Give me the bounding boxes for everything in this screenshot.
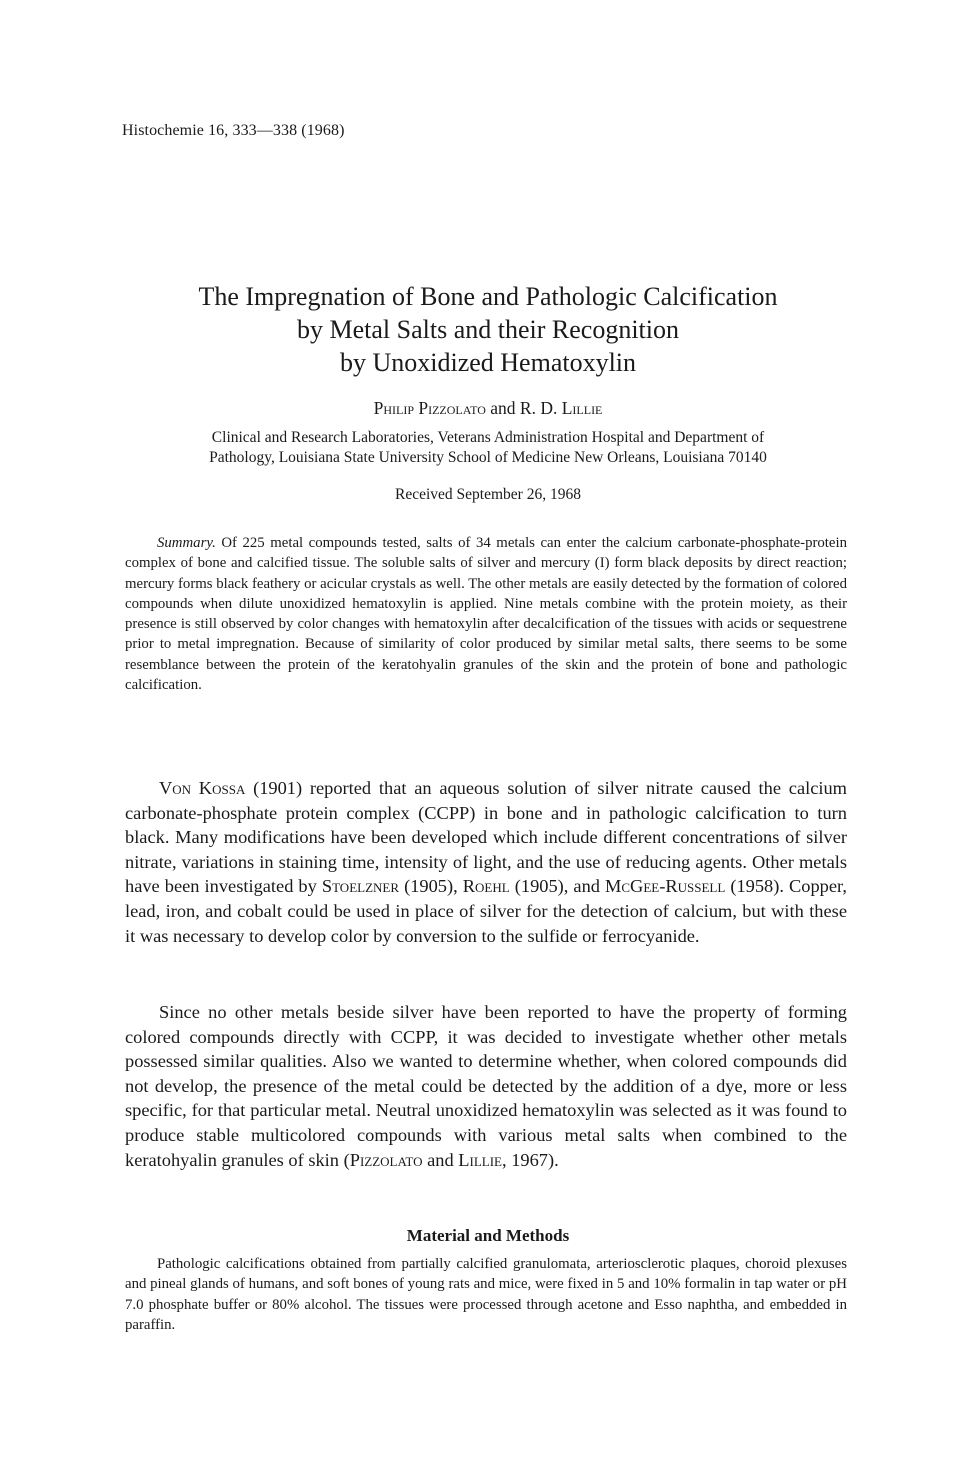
affiliation-line-1: Clinical and Research Laboratories, Veterans Administration Hospital and Department of	[211, 429, 765, 446]
title-line-3: by Unoxidized Hematoxylin	[339, 348, 637, 377]
cited-author: Roehl	[462, 876, 510, 897]
summary-label: Summary.	[157, 535, 216, 551]
paragraph-text: , 1967).	[502, 1149, 559, 1170]
body-paragraph	[125, 776, 847, 948]
cited-author: Von Kossa	[159, 778, 246, 798]
summary-text: Of 225 metal compounds tested, salts of 34 metals can enter the calcium carbonate-phosphate-protein complex of bone and calcified tissue. The soluble salts of silver and mercury (I) form black deposits by direct reaction; mercury forms black feathery or acicular crystals as well. The other metals are easily detected by the formation of colored compounds when dilute unoxidized hematoxylin is applied. Nine metals combine with the protein moiety, as their presence is still observed by color changes with hematoxylin after decalcification of the tissues with acids or sequestrene prior to metal impregnation. Because of similarity of color produced by similar metal salts, there seems to be some resemblance between the protein of the keratohyalin granules of the skin and the protein of bone and pathologic calcification.	[125, 535, 848, 694]
paragraph-text: (1905),	[399, 876, 463, 897]
cited-author: McGee-Russell	[605, 876, 726, 897]
section-heading: Material and Methods	[406, 1226, 570, 1245]
journal-reference: Histochemie 16, 333—338 (1968)	[122, 122, 345, 139]
paragraph-text: (1905), and	[509, 876, 606, 897]
cited-author: Lillie	[458, 1149, 502, 1170]
paragraph-text: (1901) reported that an aqueous solution of silver nitrate caused the calcium carbonate-phosphate protein complex (CCPP) in bone and in pathologic calcification to turn black. Many modifications have been developed which include different concentrations of silver nitrate, variations in staining time, intensity of light, and the use of reducing agents. Other metals have been investigated by	[125, 778, 847, 897]
author-name: Philip Pizzolato	[373, 398, 486, 418]
summary-abstract	[125, 533, 847, 695]
cited-author: Stoelzner	[321, 876, 400, 897]
article-title	[100, 280, 876, 379]
paragraph-text: Since no other metals beside silver have been reported to have the property of forming colored compounds directly with CCPP, it was decided to investigate whether other metals possessed similar qualities. Also we wanted to determine whether, when colored compounds did not develop, the presence of the metal could be detected by the addition of a dye, more or less specific, for that particular metal. Neutral unoxidized hematoxylin was selected as it was found to produce stable multicolored compounds with various metal salts when combined to the keratohyalin granules of skin (	[125, 1002, 847, 1170]
author-list	[100, 398, 876, 419]
author-affiliation	[120, 428, 856, 468]
title-line-2: by Metal Salts and their Recognition	[297, 315, 679, 344]
author-conjunction: and	[485, 398, 520, 418]
paragraph-text: (1958). Copper, lead, iron, and cobalt could be used in place of silver for the detection of calcium, but with these it was necessary to develop color by conversion to the sulfide or ferrocyanide.	[125, 876, 848, 946]
methods-paragraph: Pathologic calcifications obtained from partially calcified granulomata, arteriosclerotic plaques, choroid plexuses and pineal glands of humans, and soft bones of young rats and mice, were fixed in 5 and 10% formalin in tap water or pH 7.0 phosphate buffer or 80% alcohol. The tissues were processed through acetone and Esso naphtha, and embedded in paraffin.	[125, 1256, 847, 1333]
author-name: R. D. Lillie	[519, 398, 603, 418]
body-paragraph	[125, 1000, 847, 1172]
cited-author: Pizzolato	[349, 1149, 423, 1170]
received-date: Received September 26, 1968	[395, 486, 581, 503]
affiliation-line-2: Pathology, Louisiana State University School of Medicine New Orleans, Louisiana 70140	[209, 449, 767, 466]
title-line-1: The Impregnation of Bone and Pathologic Calcification	[198, 282, 778, 311]
paragraph-text: and	[422, 1149, 459, 1170]
